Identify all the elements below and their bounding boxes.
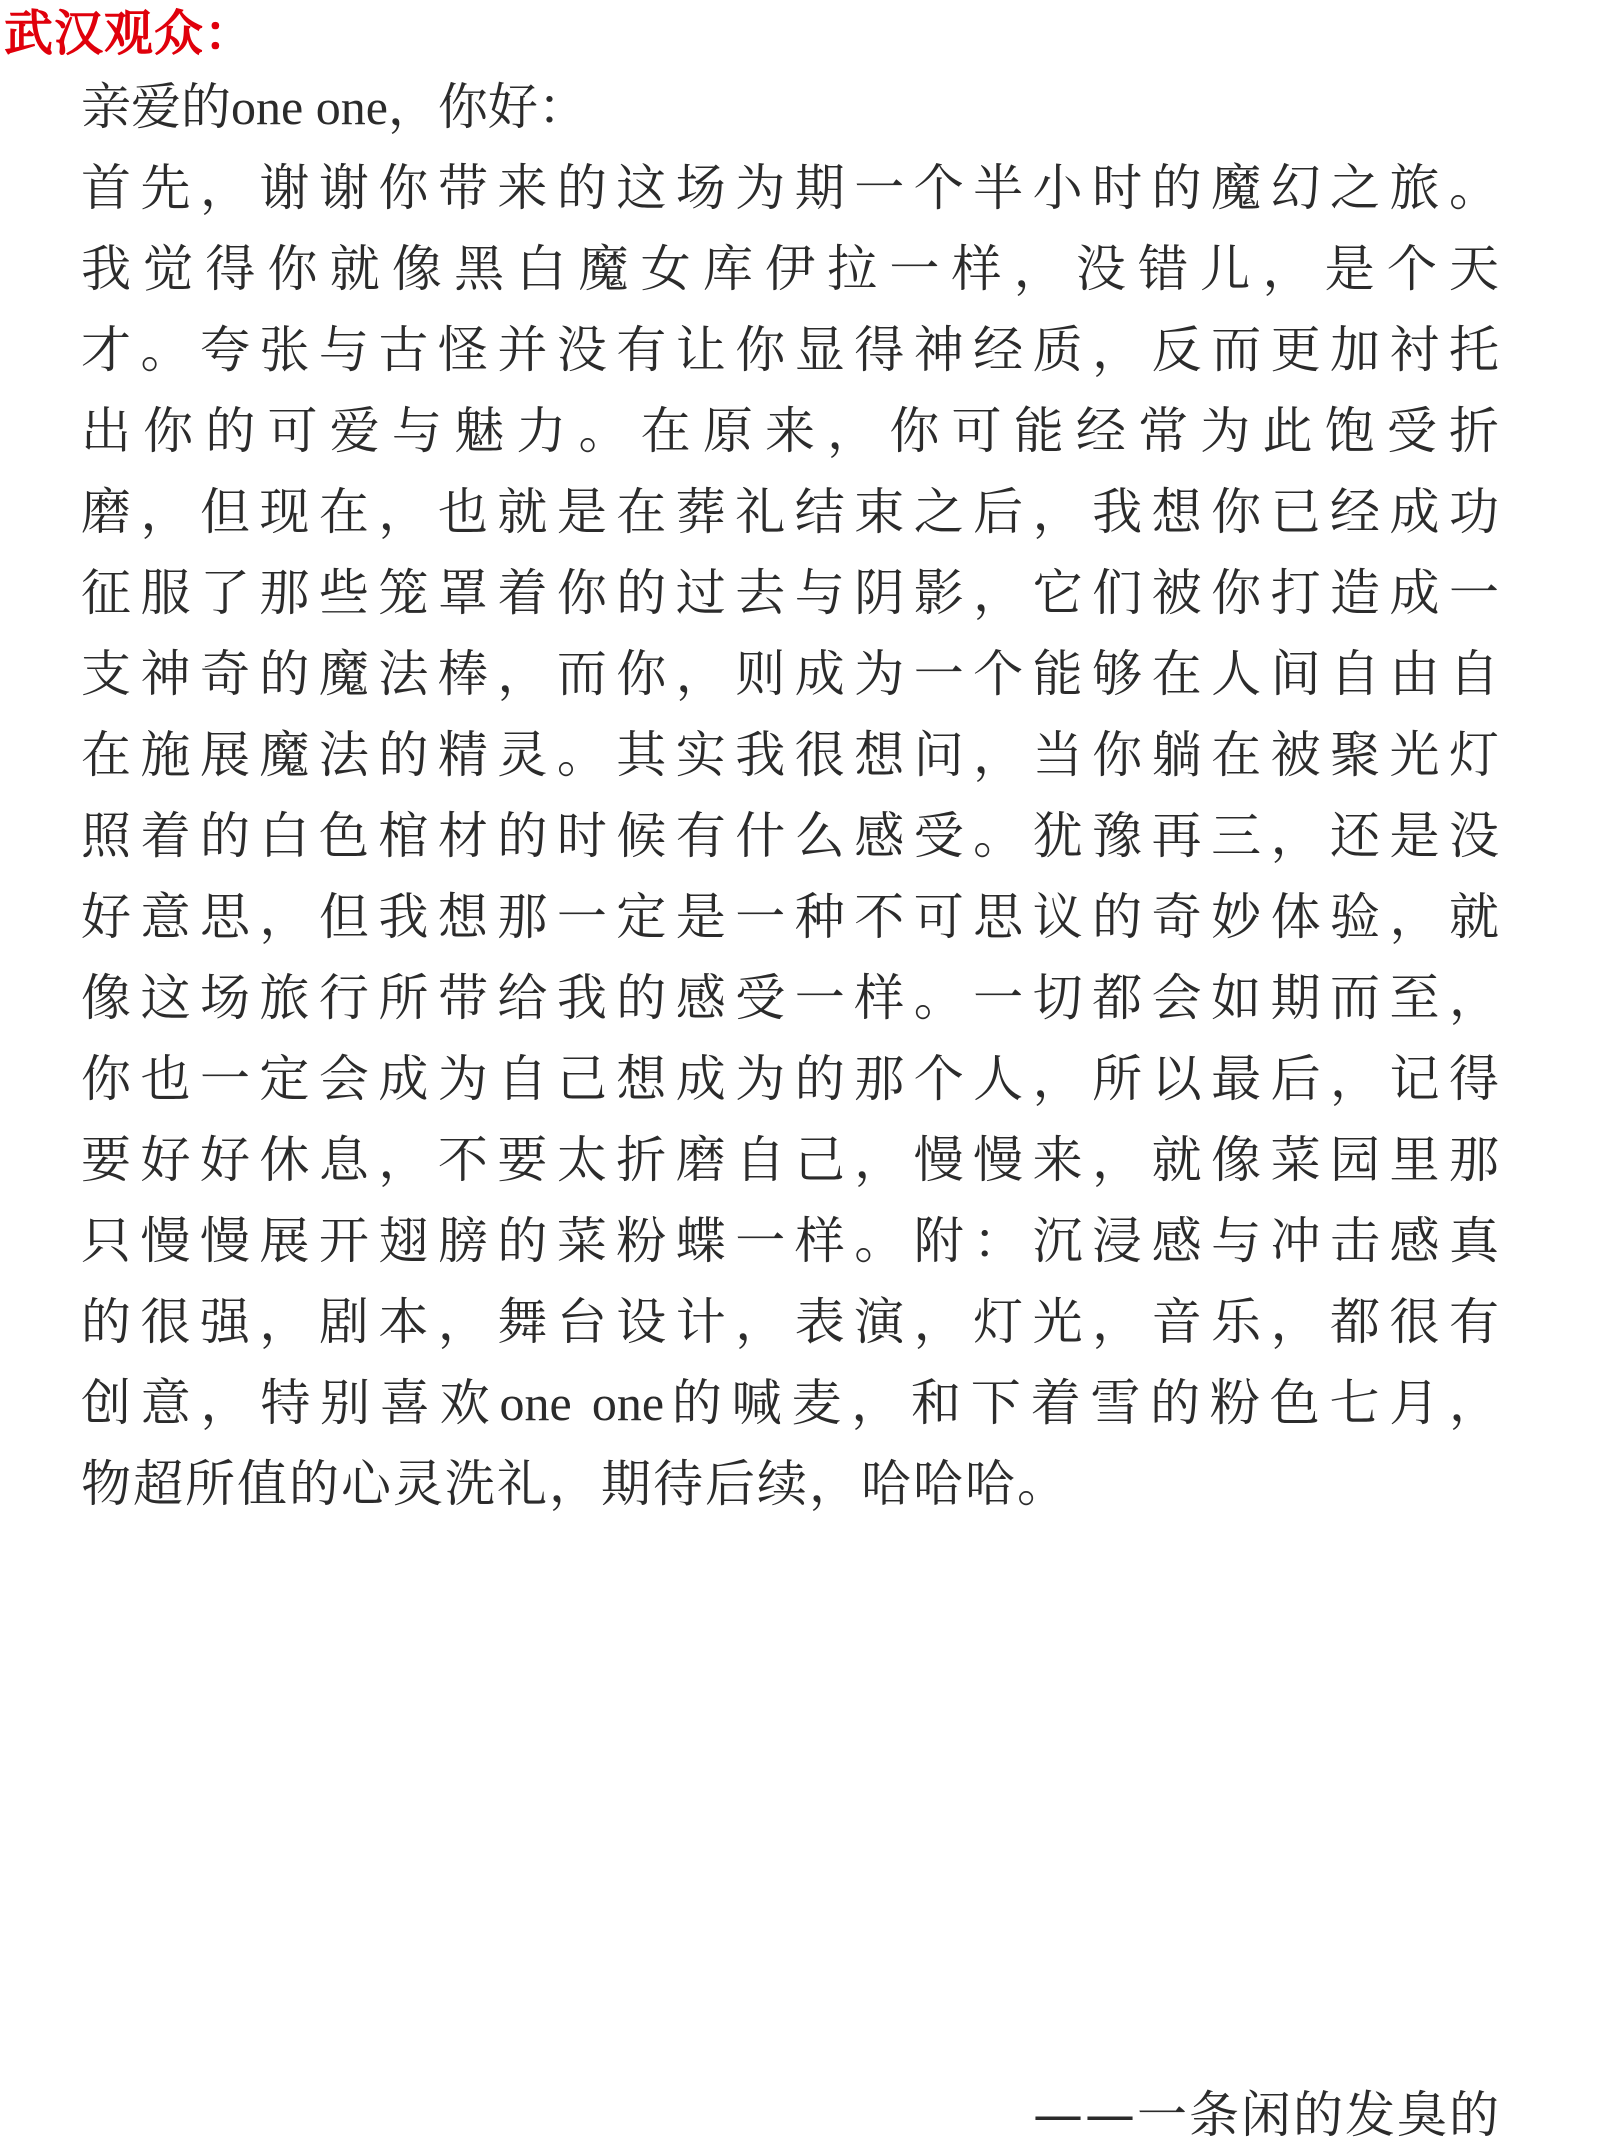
letter-line: 磨，但现在，也就是在葬礼结束之后，我想你已经成功 — [81, 483, 1501, 541]
letter-line: 征服了那些笼罩着你的过去与阴影，它们被你打造成一 — [81, 564, 1501, 622]
greeting-line — [81, 72, 1501, 142]
letter-line: 我觉得你就像黑白魔女库伊拉一样，没错儿，是个天 — [81, 240, 1501, 298]
letter-line: 好意思，但我想那一定是一种不可思议的奇妙体验，就 — [81, 888, 1501, 946]
letter-line: 只慢慢展开翅膀的菜粉蝶一样。附：沉浸感与冲击感真 — [81, 1212, 1501, 1270]
letter-line: 要好好休息，不要太折磨自己，慢慢来，就像菜园里那 — [81, 1131, 1501, 1189]
letter-line: 的很强，剧本，舞台设计，表演，灯光，音乐，都很有 — [81, 1293, 1501, 1351]
mixed-name: one one — [499, 1375, 665, 1431]
letter-line: 照着的白色棺材的时候有什么感受。犹豫再三，还是没 — [81, 807, 1501, 865]
letter-line: 出你的可爱与魅力。在原来，你可能经常为此饱受折 — [81, 402, 1501, 460]
greeting-name: one one — [231, 79, 388, 135]
letter-line-final: 物超所值的心灵洗礼，期待后续，哈哈哈。 — [81, 1455, 1069, 1513]
letter-line: 支神奇的魔法棒，而你，则成为一个能够在人间自由自 — [81, 645, 1501, 703]
letter-line: 首先，谢谢你带来的这场为期一个半小时的魔幻之旅。 — [81, 159, 1501, 217]
mixed-part-2: 的喊麦，和下着雪的粉色七月， — [664, 1374, 1502, 1432]
letter-line: 在施展魔法的精灵。其实我很想问，当你躺在被聚光灯 — [81, 726, 1501, 784]
letter-body — [81, 0, 1502, 2144]
letter-line: 才。夸张与古怪并没有让你显得神经质，反而更加衬托 — [81, 321, 1501, 379]
letter-line-mixed — [81, 1368, 1501, 1438]
letter-line: 像这场旅行所带给我的感受一样。一切都会如期而至， — [81, 969, 1501, 1027]
greeting-prefix: 亲爱的 — [81, 78, 231, 136]
signature: ——一条闲的发臭的 — [1033, 2086, 1501, 2144]
letter-line: 你也一定会成为自己想成为的那个人，所以最后，记得 — [81, 1050, 1501, 1108]
greeting-suffix: ，你好： — [387, 78, 588, 136]
section-heading: 武汉观众： — [4, 5, 255, 62]
mixed-part-1: 创意，特别喜欢 — [81, 1374, 500, 1432]
